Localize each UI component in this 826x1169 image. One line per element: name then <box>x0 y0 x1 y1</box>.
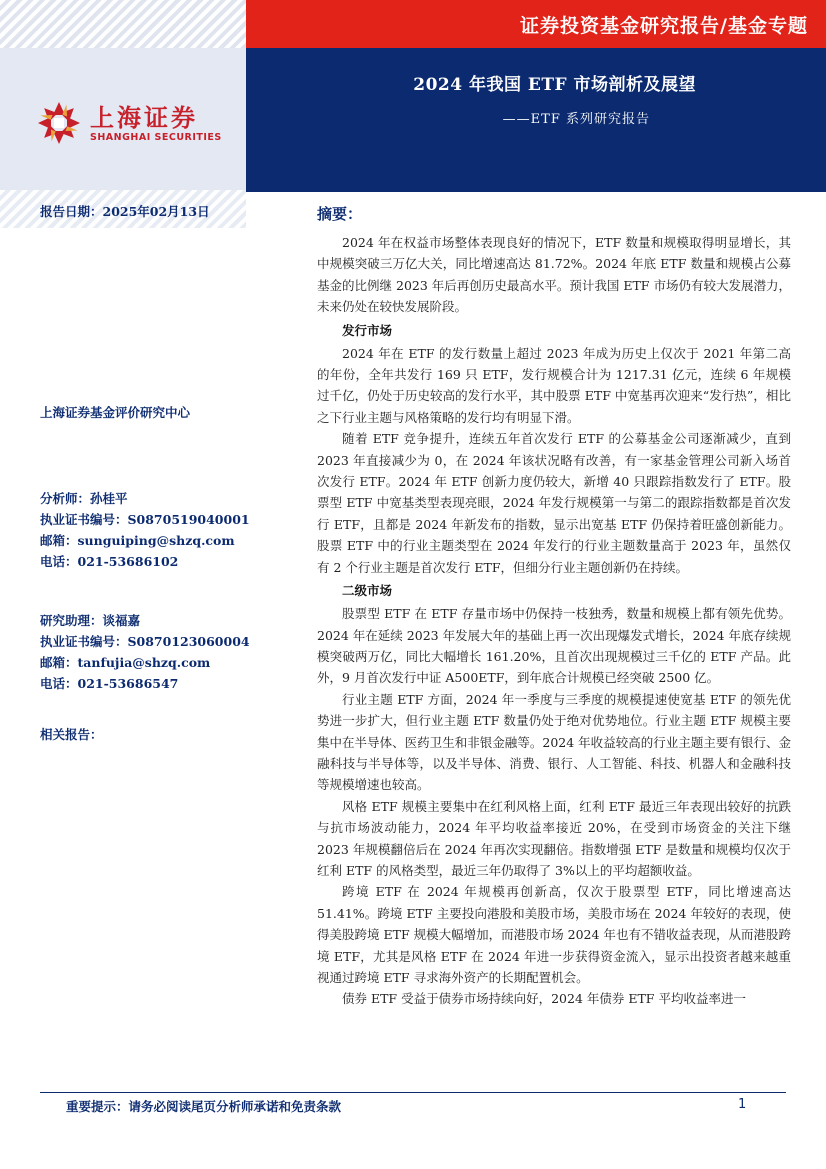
research-center-block <box>40 402 250 423</box>
top-category-bar <box>246 0 826 48</box>
related-reports-label: 相关报告： <box>40 727 103 742</box>
research-center: 上海证券基金评价研究中心 <box>40 405 191 420</box>
logo-name-cn: 上海证券 <box>90 103 198 132</box>
analyst-cert: 执业证书编号：S0870519040001 <box>40 512 250 527</box>
issuance-paragraph-2: 随着 ETF 竞争提升，连续五年首次发行 ETF 的公募基金公司逐渐减少，直到 2023 年直接减少为 0，在 2024 年该状况略有改善，有一家基金管理公司新入场首次发行 ETF。2024 年 ETF 创新力度仍较大，新增 40 只跟踪指数发行了 ETF。股票型 ETF 中宽基类型表现亮眼，2024 年发行规模第一与第二的跟踪指数都是首次发行 ETF，且都是 2024 年新发布的指数，显示出宽基 ETF 仍保持着旺盛创新能力。股票 ETF 中的行业主题类型在 2024 年发行的行业主题数量高于 2023 年，虽然仅有 2 个行业主题是首次发行 ETF，但细分行业主题创新仍在持续。 <box>317 431 791 575</box>
analyst-phone: 电话：021-53686102 <box>40 554 179 569</box>
logo-emblem-icon <box>36 100 82 146</box>
company-logo <box>36 100 222 146</box>
assistant-name: 研究助理：谈福嘉 <box>40 613 141 628</box>
secondary-paragraph-2: 行业主题 ETF 方面，2024 年一季度与三季度的规模提速使宽基 ETF 的领先优势进一步扩大，但行业主题 ETF 数量仍处于绝对优势地位。行业主题 ETF 规模主要集中在半导体、医药卫生和非银金融等。2024 年收益较高的行业主题主要有银行、金融科技与半导体等，以及半导体、消费、银行、人工智能、科技、机器人和金融科技等规模增速也较高。 <box>317 691 791 793</box>
assistant-cert: 执业证书编号：S0870123060004 <box>40 634 250 649</box>
disclaimer-note: 重要提示：请务必阅读尾页分析师承诺和免责条款 <box>66 1099 342 1114</box>
secondary-market-heading: 二级市场 <box>342 583 393 599</box>
secondary-paragraph-3: 风格 ETF 规模主要集中在红利风格上面，红利 ETF 最近三年表现出较好的抗跌与抗市场波动能力，2024 年平均收益率接近 20%，在受到市场资金的关注下继 2023 年规模翻倍后在 2024 年再次实现翻倍。指数增强 ETF 是数量和规模均仅次于红利 ETF 的风格类型，最近三年仍取得了 3%以上的平均超额收益。 <box>317 798 791 878</box>
assistant-email: 邮箱：tanfujia@shzq.com <box>40 655 211 670</box>
report-category: 证券投资基金研究报告/基金专题 <box>520 14 808 37</box>
header-hatch-decoration <box>0 0 246 48</box>
assistant-block <box>40 610 250 694</box>
assistant-phone: 电话：021-53686547 <box>40 676 179 691</box>
report-date-block <box>40 201 250 222</box>
abstract-intro-paragraph: 2024 年在权益市场整体表现良好的情况下，ETF 数量和规模取得明显增长，其中规模突破三万亿大关，同比增速高达 81.72%。2024 年底 ETF 数量和规模占公募基金的比例继 2023 年后再创历史最高水平。预计我国 ETF 市场仍有较大发展潜力，未来仍处在较快发展阶段。 <box>317 235 791 315</box>
analyst-block <box>40 488 250 572</box>
title-band <box>246 48 826 190</box>
issuance-market-heading: 发行市场 <box>342 322 393 338</box>
footer-divider <box>40 1092 786 1093</box>
report-title: 2024 年我国 ETF 市场剖析及展望 <box>413 75 696 95</box>
page-number: 1 <box>738 1097 747 1112</box>
analyst-email: 邮箱：sunguiping@shzq.com <box>40 533 235 548</box>
report-subtitle: ——ETF 系列研究报告 <box>502 112 650 127</box>
main-content <box>317 203 791 1010</box>
issuance-paragraph-1: 2024 年在 ETF 的发行数量上超过 2023 年成为历史上仅次于 2021 年第二高的年份，全年共发行 169 只 ETF，发行规模合计为 1217.31 亿元，连续 6 年规模过千亿，仍处于历史较高的发行水平，其中股票 ETF 中宽基再次迎来“发行热”，相比之下行业主题与风格策略的发行均有明显下滑。 <box>317 345 791 425</box>
logo-name-en: SHANGHAI SECURITIES <box>90 131 222 143</box>
analyst-name: 分析师：孙桂平 <box>40 491 128 506</box>
secondary-paragraph-5: 债券 ETF 受益于债券市场持续向好，2024 年债券 ETF 平均收益率进一 <box>342 991 746 1007</box>
secondary-paragraph-4: 跨境 ETF 在 2024 年规模再创新高，仅次于股票型 ETF，同比增速高达 51.41%。跨境 ETF 主要投向港股和美股市场，美股市场在 2024 年较好的表现，使得美股跨境 ETF 规模大幅增加，而港股市场 2024 年也有不错收益表现，从而港股跨境 ETF，尤其是风格 ETF 在 2024 年进一步获得资金流入，显示出投资者越来越重视通过跨境 ETF 寻求海外资产的长期配置机会。 <box>317 884 791 985</box>
secondary-paragraph-1: 股票型 ETF 在 ETF 存量市场中仍保持一枝独秀，数量和规模上都有领先优势。2024 年在延续 2023 年发展大年的基础上再一次出现爆发式增长，2024 年底存续规模突破两万亿，同比大幅增长 161.20%，且首次出现规模过三千亿的 ETF 产品。此外，9 月首次发行中证 A500ETF，到年底合计规模已经突破 2500 亿。 <box>317 606 791 686</box>
related-reports-block <box>40 724 250 745</box>
abstract-heading: 摘要： <box>317 205 363 223</box>
report-date: 报告日期：2025年02月13日 <box>40 204 210 219</box>
